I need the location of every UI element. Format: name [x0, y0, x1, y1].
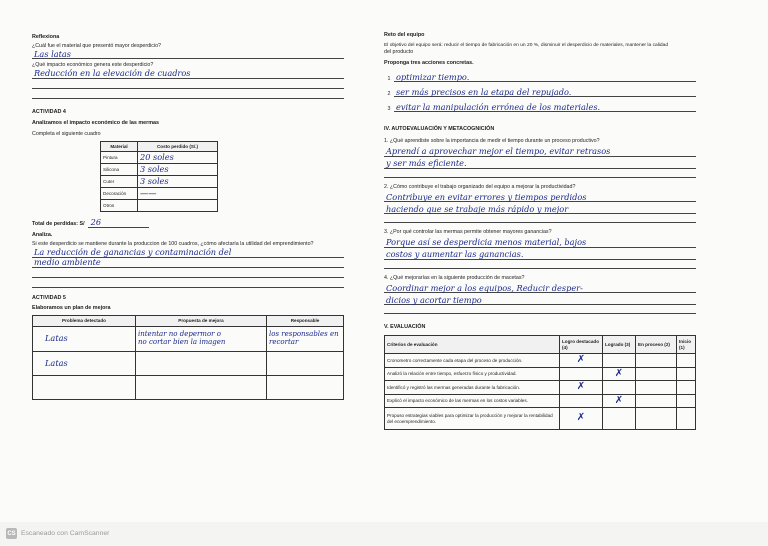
meta-line [384, 281, 696, 293]
eval-header: Logrado (3) [603, 336, 636, 354]
proposal-cell [136, 375, 267, 399]
problem-cell: Latas [33, 326, 136, 351]
question-2: ¿Qué impacto económico genera este desperdicio? [32, 62, 154, 69]
answer-2: Reducción en la elevación de cuadros [34, 68, 191, 79]
total-value: 26 [88, 218, 149, 228]
blank-line [384, 260, 696, 269]
evaluation-table [384, 335, 696, 430]
eval-header: En proceso (2) [636, 336, 677, 354]
responsible-cell [267, 326, 344, 351]
responsible-line: recortar [269, 337, 299, 346]
activity-4-title: ACTIVIDAD 4 [32, 108, 66, 115]
analiza-answer-1: La reducción de ganancias y contaminación del [34, 247, 232, 258]
activity-5-subtitle: Elaboramos un plan de mejora [32, 304, 111, 311]
check-mark: ✗ [603, 394, 636, 408]
criterion-cell: Cronometro correctamente cada etapa del proceso de producción. [385, 354, 560, 368]
meta-line [384, 248, 696, 260]
action-number: 1 [387, 75, 391, 82]
analiza-title: Analiza. [32, 231, 53, 238]
plan-table-header: Problema detectado [33, 315, 136, 326]
action-line [394, 70, 696, 82]
answer-1-line [32, 49, 344, 59]
meta-question-3: 3. ¿Por qué controlar las mermas permite obtener mayores ganancias? [384, 229, 552, 236]
analiza-answer-2: medio ambiente [34, 257, 101, 268]
total-losses [32, 218, 344, 228]
scanner-footer-text: Escaneado con CamScanner [21, 530, 110, 537]
activity-4-instruction: Completa el siguiente cuadro [32, 131, 101, 138]
action-row [384, 70, 696, 82]
meta-answer-2a: Contribuye en evitar errores y tiempos perdidos [386, 191, 587, 202]
material-cell: Pintura [101, 152, 138, 164]
iv-title: IV. AUTOEVALUACIÓN Y METACOGNICIÓN [384, 126, 495, 133]
meta-line [384, 190, 696, 202]
meta-answer-1a: Aprendí a aprovechar mejor el tiempo, evitar retrasos [386, 145, 611, 156]
eval-header: Criterios de evaluación [385, 336, 560, 354]
reflexiona-title: Reflexiona [32, 34, 60, 40]
responsible-line: los responsables en [269, 330, 339, 339]
left-column [32, 26, 344, 400]
responsible-cell [267, 375, 344, 399]
cost-table-header: Costo perdido (S/.) [138, 142, 218, 152]
meta-answer-1b: y ser más eficiente. [386, 157, 467, 168]
eval-header: Inicio (1) [677, 336, 696, 354]
activity-4-subtitle: Analizamos el impacto económico de las mermas [32, 119, 160, 126]
check-mark: ✗ [603, 367, 636, 381]
cost-table [100, 141, 218, 212]
eval-header: Logro destacado (4) [560, 336, 603, 354]
meta-line [384, 293, 696, 305]
analiza-line-2 [32, 258, 344, 268]
blank-line [384, 305, 696, 314]
reto-title: Reto del equipo [384, 32, 425, 38]
answer-1: Las latas [34, 48, 71, 59]
question-1: ¿Cuál fue el material que presentó mayor desperdicio? [32, 42, 161, 49]
problem-cell: Latas [33, 351, 136, 375]
criterion-cell: Identificó y registró las mermas generadas durante la fabricación. [385, 381, 560, 395]
scanner-footer [6, 528, 109, 539]
criterion-cell: Analizó la relación entre tiempo, esfuerzo físico y productividad. [385, 367, 560, 381]
responsible-cell [267, 351, 344, 375]
material-cell: Decoración [101, 188, 138, 200]
meta-line [384, 236, 696, 248]
proposal-cell [136, 326, 267, 351]
action-row [384, 100, 696, 112]
cost-cell [138, 200, 218, 212]
material-cell: Otros [101, 200, 138, 212]
problem-cell [33, 375, 136, 399]
meta-answer-3a: Porque así se desperdicia menos material, bajos [386, 237, 587, 248]
cost-table-header: Material [101, 142, 138, 152]
meta-answer-2b: haciendo que se trabaje más rápido y mejor [386, 203, 569, 214]
meta-question-1: 1. ¿Qué aprendiste sobre la importancia de medir el tiempo durante un proceso productivo? [384, 137, 600, 144]
blank-line [32, 268, 344, 278]
blank-line [32, 89, 344, 99]
cost-cell: 3 soles [138, 164, 218, 176]
plan-table-header: Responsable [267, 315, 344, 326]
meta-answer-4b: dicios y acortar tiempo [386, 294, 482, 305]
criterion-cell: Explicó el impacto económico de las mermas en los costos variables. [385, 394, 560, 408]
action-text: ser más precisos en la etapa del repujado. [396, 86, 572, 97]
blank-line [384, 214, 696, 223]
activity-5-title: ACTIVIDAD 5 [32, 295, 66, 302]
meta-question-4: 4. ¿Qué mejorarías en la siguiente producción de macetas? [384, 274, 525, 281]
cost-cell: —— [138, 188, 218, 200]
material-cell: Cuter [101, 176, 138, 188]
blank-line [32, 278, 344, 288]
action-line [394, 100, 696, 112]
meta-answer-3b: costos y aumentar las ganancias. [386, 249, 524, 260]
action-text: optimizar tiempo. [396, 71, 470, 82]
action-number: 3 [387, 105, 391, 112]
meta-line [384, 145, 696, 157]
check-mark: ✗ [560, 408, 603, 430]
acciones-label: Proponga tres acciones concretas. [384, 60, 474, 67]
proposal-line: intentar no depermor o [138, 330, 221, 339]
answer-2-line [32, 69, 344, 79]
plan-table [32, 315, 344, 400]
action-row [384, 85, 696, 97]
plan-table-header: Propuesta de mejora [136, 315, 267, 326]
material-cell: Silicona [101, 164, 138, 176]
check-mark: ✗ [560, 381, 603, 395]
blank-line [32, 79, 344, 89]
camscanner-logo-icon: CS [6, 528, 17, 539]
meta-question-2: 2. ¿Cómo contribuye el trabajo organizado del equipo a mejorar la productividad? [384, 183, 576, 190]
proposal-line: no cortar bien la imagen [138, 337, 226, 346]
action-text: evitar la manipulación errónea de los materiales. [396, 101, 601, 112]
criterion-cell: Propuso estrategias viables para optimizar la producción y mejorar la rentabilidad del ecoemprendimiento. [385, 408, 560, 430]
blank-line [384, 169, 696, 178]
cost-cell: 20 soles [138, 152, 218, 164]
proposal-cell [136, 351, 267, 375]
reto-text-1: El objetivo del equipo será: reducir el tiempo de fabricación en un 20 %, disminuir el desperdicio de materiales, mantener la calidad [384, 42, 669, 48]
v-title: V. EVALUACIÓN [384, 324, 426, 331]
action-number: 2 [387, 90, 391, 97]
analiza-question: Si este desperdicio se mantiene durante la produccion de 100 cuadros, ¿cómo afectaría la utilidad del emprendimiento? [32, 241, 314, 248]
cost-cell: 3 soles [138, 176, 218, 188]
total-label: Total de perdidas: S/ [32, 220, 85, 227]
reto-text-2: del producto [384, 48, 414, 55]
check-mark: ✗ [560, 354, 603, 368]
meta-answer-4a: Coordinar mejor a los equipos, Reducir desper- [386, 282, 583, 293]
meta-line [384, 157, 696, 169]
action-line [394, 85, 696, 97]
meta-line [384, 202, 696, 214]
right-column [384, 26, 696, 430]
